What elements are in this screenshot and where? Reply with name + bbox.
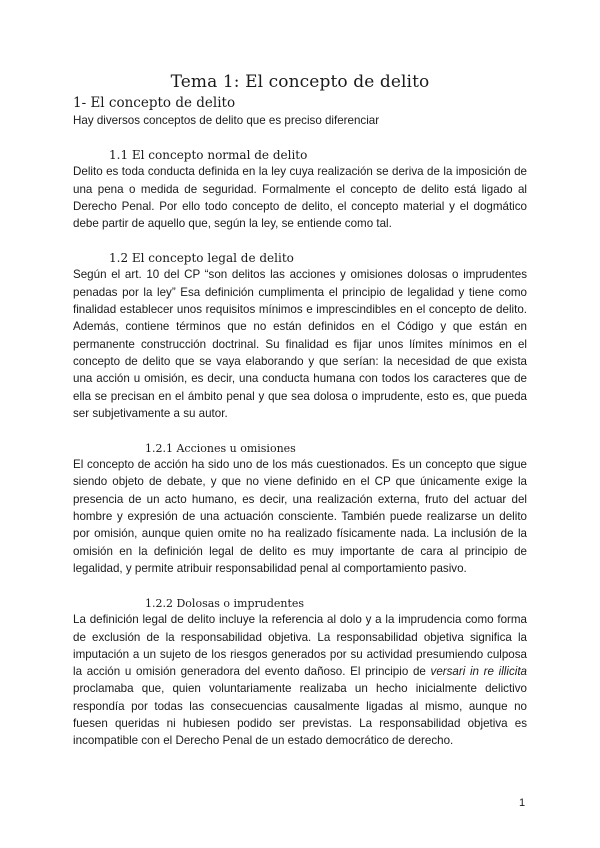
document-page (73, 70, 527, 750)
latin-phrase: versari in re illicita (430, 665, 527, 679)
section-1-2-2-heading: 1.2.2 Dolosas o imprudentes (145, 597, 305, 611)
page-number: 1 (519, 797, 526, 809)
section-1-2-1-body: El concepto de acción ha sido uno de los más cuestionados. Es un concepto que sigue siendo objeto de debate, y que no viene definido en el CP que únicamente exige la presencia de un acto humano, es decir, una realización externa, fruto del actuar del hombre y expresión de una actuación consciente. También puede realizarse un delito por omisión, aunque quien omite no ha realizado físicamente nada. La inclusión de la omisión en la definición legal de delito es muy importante de cara al principio de legalidad, y permite atribuir responsabilidad penal al comportamiento pasivo. (73, 458, 527, 575)
section-1-1-body: Delito es toda conducta definida en la ley cuya realización se deriva de la imposición de una pena o medida de seguridad. Formalmente el concepto de delito está ligado al Derecho Penal. Por ello todo concepto de delito, el concepto material y el dogmático debe partir de aquello que, según la ley, se entiende como tal. (73, 165, 527, 231)
section-1-intro: Hay diversos conceptos de delito que es preciso diferenciar (73, 114, 380, 127)
section-1-2-2-body-part2: proclamaba que, quien voluntariamente realizaba un hecho inicialmente delictivo respondía por todas las consecuencias causalmente ligadas al mismo, aunque no fuesen queridas ni hubiesen podido ser previstas. La responsabilidad objetiva es incompatible con el Derecho Penal de un estado democrático de derecho. (73, 682, 527, 748)
section-1-2-body: Según el art. 10 del CP “son delitos las acciones y omisiones dolosas o imprudentes penadas por la ley” Esa definición cumplimenta el principio de legalidad y tiene como finalidad establecer unos requisitos mínimos e imprescindibles en el concepto de delito. Además, contiene términos que no están definidos en el Código y que están en permanente construcción doctrinal. Su finalidad es fijar unos límites mínimos en el concepto de delito que se vaya elaborando y que serían: la necesidad de que exista una acción u omisión, es decir, una conducta humana con todos los caracteres que de ella se precisan en el ámbito penal y que sea dolosa o imprudente, esto es, que pueda ser subjetivamente a su autor. (73, 268, 527, 420)
section-1-2-1-heading: 1.2.1 Acciones u omisiones (145, 442, 296, 456)
document-title: Tema 1: El concepto de delito (170, 72, 430, 92)
section-1-2-2-body (73, 611, 527, 749)
section-1-heading: 1- El concepto de delito (73, 95, 236, 111)
section-1-2-heading: 1.2 El concepto legal de delito (109, 251, 294, 266)
section-1-1-heading: 1.1 El concepto normal de delito (109, 148, 308, 163)
section-1-2-2-body-part1: La definición legal de delito incluye la referencia al dolo y a la imprudencia como forma de exclusión de la responsabilidad objetiva. La responsabilidad objetiva significa la imputación a un sujeto de los riesgos generados por su actividad presumiendo culposa la acción u omisión generadora del evento dañoso. El principio de (73, 613, 527, 679)
